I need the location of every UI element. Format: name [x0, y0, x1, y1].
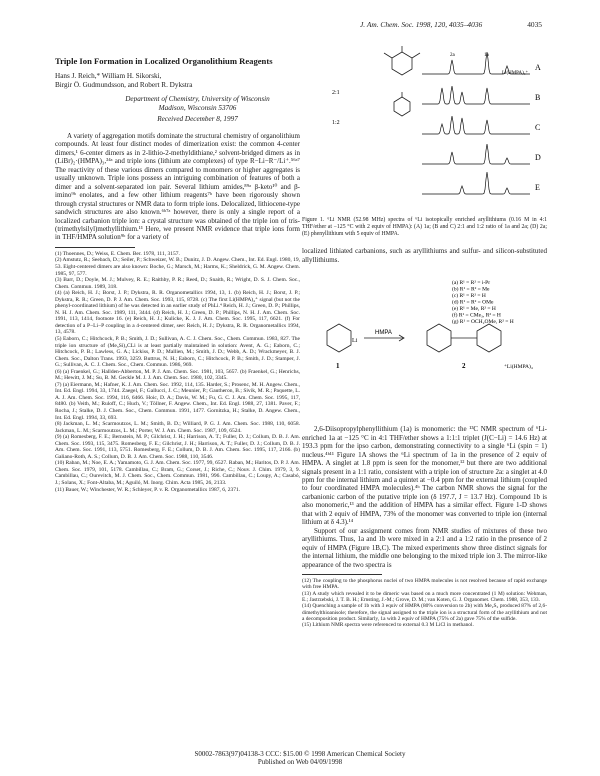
right-column: [302, 44, 547, 629]
reference-item: (2) Amstutz, R.; Seebach, D.; Seiler, P.; Schweizer, W. B.; Dunitz, J. D. Angew. Chem., Int. Ed. Engl. 1980, 19, 53. Eight-centered dimers are also known: Boche, G.; Marsch, M.; Harms, K.; Sheldrick, G. M. Angew. Chem. 1985, 97, 577.: [55, 257, 300, 277]
spectrum-trace: [422, 86, 530, 104]
reference-item: (7) (a) Eiermann, M.; Hafner, K. J. Am. Chem. Soc. 1992, 114, 135. Harder, S.; Prosenc, M. H. Angew. Chem., Int. Ed. Engl. 1994, 33, 1744. Zaegel, F.; Gallucci, J. C.; Meunier, P.; Gautheron, B.; Sivik, M. R.; Paquette, L. A. J. Am. Chem. Soc. 1994, 116, 6466. Hoic, D. A.; Davis, W. M.; Fu, G. C. J. Am. Chem. Soc. 1995, 117, 8480. (b) Veith, M.; Ruloff, C.; Huch, V.; Töllner, F. Angew. Chem., Int. Ed. Engl. 1988, 27, 1381. Paver, F.; Rocha, J.; Stalke, D. J. Chem. Soc., Chem. Commun. 1991, 1477. Gornitzka, H.; Stalke, D. Angew. Chem., Int. Ed. Engl. 1994, 33, 693.: [55, 381, 300, 421]
reference-item: (5) Eaborn, C.; Hitchcock, P. B.; Smith, J. D.; Sullivan, A. C. J. Chem. Soc., Chem. Commun. 1983, 827. The triple ion structure of (Me₃Si)₃CLi is at least partially maintained in solution: Avent, A. G.; Eaborn, C.; Hitchcock, P. B.; Lawless, G. A.; Lickiss, P. D.; Mallien, M.; Smith, J. D.; Webb, A. D.; Wrackmeyer, B. J. Chem. Soc., Dalton Trans. 1993, 3259. Buttrus, N. H.; Eaborn, C.; Hitchcock, P. B.; Smith, J. D.; Stamper, J. G.; Sullivan, A. C. J. Chem. Soc., Chem. Commun. 1986, 969.: [55, 336, 300, 369]
panel-label-d: D: [535, 153, 541, 162]
structure-sketch: [384, 46, 420, 75]
aryl-ring-2b: [477, 324, 501, 352]
substituent-list: [452, 279, 514, 325]
reference-list: [55, 251, 300, 493]
right-paragraph: [302, 425, 547, 569]
substituent-item: (b) R¹ = R² = Me: [452, 286, 490, 293]
aryl-ring-2a: [427, 324, 451, 352]
aryl-ring-1: [327, 324, 351, 352]
substituent-item: (f) R¹ = CMe₃, R² = H: [452, 312, 501, 319]
received-date: Received December 8, 1997: [157, 115, 238, 123]
footnote-rule-right: [302, 574, 382, 575]
affiliation-line-2: Madison, Wisconsin 53706: [158, 104, 237, 112]
annotation-ratio-2-1: 2:1: [332, 90, 340, 96]
reagent-label: HMPA: [375, 330, 392, 337]
annotation-monomer: 1a: [484, 53, 489, 58]
right-intro-text: localized lithiated carbanions, such as aryllithiums and sulfur- and silicon-substituted allyllithiums.: [302, 247, 547, 264]
reference-item: (8) Jackman, L. M.; Scarmoutzos, L. M.; Smith, B. D.; Williard, P. G. J. Am. Chem. Soc. 1988, 110, 6058. Jackman, L. M.; Scarmoutzos, L. M.; Porter, W. J. Am. Chem. Soc. 1987, 109, 6524.: [55, 421, 300, 434]
footnote-item: (13) A study which revealed it to be dimeric was based on a much more concentrated (1 M) solution: Wehman, E.; Jastrzebski, J. T. B. H.; Ernsting, J.-M.; Grove, D. M.; van Koten, G. J. Organomet. Chem. 1988, 353, 133.: [302, 590, 547, 604]
footnote-rule: [55, 247, 135, 248]
substituent-item: (d) R¹ = R² = OMe: [452, 299, 494, 306]
panel-label-e: E: [535, 183, 540, 192]
right-paragraph-text-2: Support of our assignment comes from NMR studies of mixtures of these two aryllithiums. Thus, 1a and 1b were mixed in a 2:1 and a 1:2 ratio in the presence of 2 equiv of HMPA (Figure 1B,C). The mixed experiments show three distinct signals for the internal lithium, the middle one belonging to the mixed triple ion 3. The mirror-like appearance of the two spectra is: [302, 526, 547, 569]
footnote-item: (12) The coupling to the phosphorus nuclei of two HMPA molecules is not resolved because of rapid exchange with free HMPA.: [302, 578, 547, 591]
spectrum-trace: [422, 144, 530, 164]
panel-label-c: C: [535, 123, 541, 132]
reference-item: (4) (a) Reich, H. J.; Borst, J. P.; Dykstra, R. R. Organometallics 1994, 13, 1. (b) Reich, H. J.; Borst, J. P.; Dykstra, R. R.; Green, D. P. J. Am. Chem. Soc. 1993, 115, 8728. (c) The first Li(HMPA)₄⁺ signal (but not the phenyl-coordinated lithium) of he was detected in an earlier study of PhLi.⁴ Reich, H. J.; Green, D. P.; Phillips, N. H. J. Am. Chem. Soc. 1989, 111, 3444. (d) Reich, H. J.; Green, D. P.; Phillips, N. H. J. Am. Chem. Soc. 1991, 113, 1414, footnote 16. (e) Reich, H. J.; Kulicke, K. J. J. Am. Chem. Soc. 1995, 117, 6621. (f) For detection of a P−Li−P coupling in a 4-centered dimer, see: Reich, H. J.; Dykstra, R. R. Organometallics 1994, 13, 4578.: [55, 290, 300, 336]
footnote-item: (15) Lithium NMR spectra were referenced to external 0.3 M LiCl in methanol.: [302, 622, 474, 629]
substituent-item: (e) R¹ = Me, R² = H: [452, 306, 496, 313]
authors-line-2: Birgir Ö. Gudmundsson, and Robert R. Dykstra: [55, 81, 193, 89]
doi-line: S0002-7863(97)04138-3 CCC: $15.00 © 1998 American Chemical Society: [194, 750, 406, 758]
reference-item: (3) Barr, D.; Doyle, M. J.; Mulvey, R. E.; Raithby, P. R.; Reed, D.; Snaith, R.; Wright, D. S. J. Chem. Soc., Chem. Commun. 1989, 318.: [55, 277, 300, 290]
right-intro: [302, 247, 547, 264]
article-title: Triple Ion Formation in Localized Organolithium Reagents: [55, 56, 273, 66]
affiliation-line-1: Department of Chemistry, University of Wisconsin: [125, 95, 270, 103]
compound-label-1: 1: [336, 362, 340, 371]
reference-item: (9) (a) Romesberg, F. E.; Bernstein, M. P.; Gilchrist, J. H.; Harrison, A. T.; Fuller, D. J.; Collum, D. B. J. Am. Chem. Soc. 1993, 115, 3475. Romesberg, F. E.; Gilchrist, J. H.; Harrison, A. T.; Fuller, D. J.; Collum, D. B. J. Am. Chem. Soc. 1991, 113, 5751. Romesberg, F. E.; Collum, D. B. J. Am. Chem. Soc. 1995, 117, 2166. (b) Galiano-Roth, A. S.; Collum, D. B. J. Am. Chem. Soc. 1988, 110, 3546.: [55, 434, 300, 460]
left-column: [55, 44, 300, 493]
footnote-item: (14) Quenching a sample of 1b with 3 equiv of HMPA (80% conversion to 2b) with Me₂S₂ produced 87% of 2,6-dimethylthioanisole; therefore, the signal assigned to the triple ion is a structural form of the aryllithium and not a decomposition product. Similarly, 1a with 2 equiv of HMPA (75% of 2a) gave 75% of the sulfide.: [302, 603, 547, 623]
figure-1-caption: Figure 1. ⁶Li NMR (52.98 MHz) spectra of ⁶Li isotopically enriched aryllithiums (0.16 M in 4:1 THF/ether at −125 °C with 2 equiv of HMPA): (A) 1a; (B and C) 2:1 and 1:2 ratio of 1a and 2a; (D) 2a; (E) phenyllithium with 5 equiv of HMPA.: [302, 217, 547, 237]
annotation-ratio-1-2: 1:2: [332, 120, 340, 126]
page-number: 4035: [527, 20, 542, 29]
right-paragraph-text: 2,6-Diisopropylphenyllithium (1a) is monomeric: the ¹³C NMR spectrum of ⁶Li-enriched 1a at −125 °C in 4:1 THF/ether shows a 1:1:1 triplet (J(C−Li) = 14.6 Hz) at 193.3 ppm for the ipso carbon, demonstrating connectivity to a single ⁶Li (spin = 1) nucleus.⁴ᵇ¹¹ Figure 1A shows the ⁶Li spectrum of 1a in the presence of 2 equiv of HMPA. A singlet at 1.8 ppm is seen for the monomer,¹² but there are two additional signals present in a 1:1 ratio, consistent with a triple ion of structure 2a: a singlet at 4.0 ppm for the internal lithium and a quintet at −0.4 ppm for the external lithium (coupled to four coordinated HMPA molecules).⁴ᵇ The carbon NMR shows the signal for the carbanionic carbon of the putative triple ion (δ 197.7, J = 13.7 Hz). Compound 1b is also monomeric,¹³ and the addition of HMPA has a similar effect. Figure 1-D shows that with 2 equiv of HMPA, 73% of the monomer was converted to triple ion (internal lithium at δ 4.3).¹⁴: [302, 425, 547, 527]
authors: [55, 72, 300, 90]
panel-label-b: B: [535, 93, 541, 102]
intro-paragraph: [55, 132, 300, 242]
reference-item: (6) (a) Fraenkel, G.; Hallden-Abberton, M. P. J. Am. Chem. Soc. 1981, 103, 5657. (b) Fraenkel, G.; Henrichs, M.; Hewitt, J. M.; Su, B. M. Geckle M. J. J. Am. Chem. Soc. 1980, 102, 3345.: [55, 368, 300, 382]
substituent-item: (a) R¹ = R² = i-Pr: [452, 280, 491, 287]
footnote-list-right: [302, 578, 547, 629]
published-line: Published on Web 04/09/1998: [257, 758, 343, 766]
structure-sketch-2: [394, 92, 410, 116]
reaction-scheme: [302, 276, 547, 416]
panel-label-a: A: [535, 63, 541, 72]
reference-item: (1) Thoennes, D.; Weiss, E. Chem. Ber. 1978, 111, 3157.: [55, 250, 180, 257]
reference-item: (11) Bauer, W.; Winchester, W. R.; Schleyer, P. v. R. Organometallics 1987, 6, 2371.: [55, 486, 241, 493]
reference-item: (10) Raban, M.; Noe, E. A.; Yamamoto, G. J. Am. Chem. Soc. 1977, 99, 6527. Raban, M.; Haritos, D. P. J. Am. Chem. Soc. 1979, 101, 5178. Cambillau, C.; Bram, G.; Corset, J.; Riche, C.; Nouv. J. Chim. 1979, 3, 9. Cambillau, C.; Ourevitch, M. J. Chem. Soc., Chem. Commun. 1981, 996. Cambillau, C.; Loupy, A.; Casabó, J.; Solans, X.; Font-Altaba, M.; Aguiló, M. Inorg. Chim. Acta 1985, 26, 2133.: [55, 460, 300, 487]
journal-citation: J. Am. Chem. Soc. 1998, 120, 4035–4036: [360, 20, 483, 29]
substituent-item: (c) R¹ = R² = H: [452, 293, 486, 300]
compound-label-2: 2: [462, 362, 466, 371]
li-tag: Li: [352, 338, 358, 345]
substituent-item: (g) R¹ = OCH₂OMe, R² = H: [452, 319, 514, 326]
spectrum-trace: [422, 172, 530, 194]
authors-line-1: Hans J. Reich,* William H. Sikorski,: [55, 72, 162, 80]
annotation-li-hmpa: Li(HMPA)₄⁺: [502, 71, 529, 76]
spectrum-trace: [422, 116, 530, 134]
nmr-spectra-figure: [302, 44, 547, 210]
running-header: [0, 20, 600, 34]
page-footer: [0, 750, 600, 766]
counterion-label: ⁺Li(HMPA)₄: [504, 364, 533, 371]
annotation-triple-ion: 2a: [450, 53, 455, 58]
paragraph-text: A variety of aggregation motifs dominate the structural chemistry of organolithium compounds. At least four distinct modes of dimerization exist: the common 4-center dimers,¹ 6-center dimers as in 2-lithio-2-methyldithiane,² solvent-bridged dimers as in (LiBr)₂·(HMPA)₃,³⁴ᵃ and triple ions (lithium ate complexes) of type R−Li−R⁻/Li⁺.⁵⁶ᵃ⁷ The reactivity of these various dimers compared to monomers or higher aggregates is usually unknown. Triple ions possess an intriguing combination of features of both a dimer and a solvent-separated ion pair. Several lithium amides,⁸⁹ᵃ β-keto¹⁰ and β-imino⁹ᵇ enolates, and a few other lithium reagents⁷ᵇ have been rigorously shown through crystal structures or NMR data to form triple ions. Delocalized, lithiocene-type sandwich structures are also known.⁶ᵇ⁷ᵃ however, there is only a single report of a localized carbanion triple ion: a crystal structure was obtained of the triple ion of tris-(trimethylsilyl)methyllithium.¹¹ Here, we present NMR evidence that triple ions form in THF/HMPA solution⁹ᵇ for a variety of: [55, 132, 300, 242]
